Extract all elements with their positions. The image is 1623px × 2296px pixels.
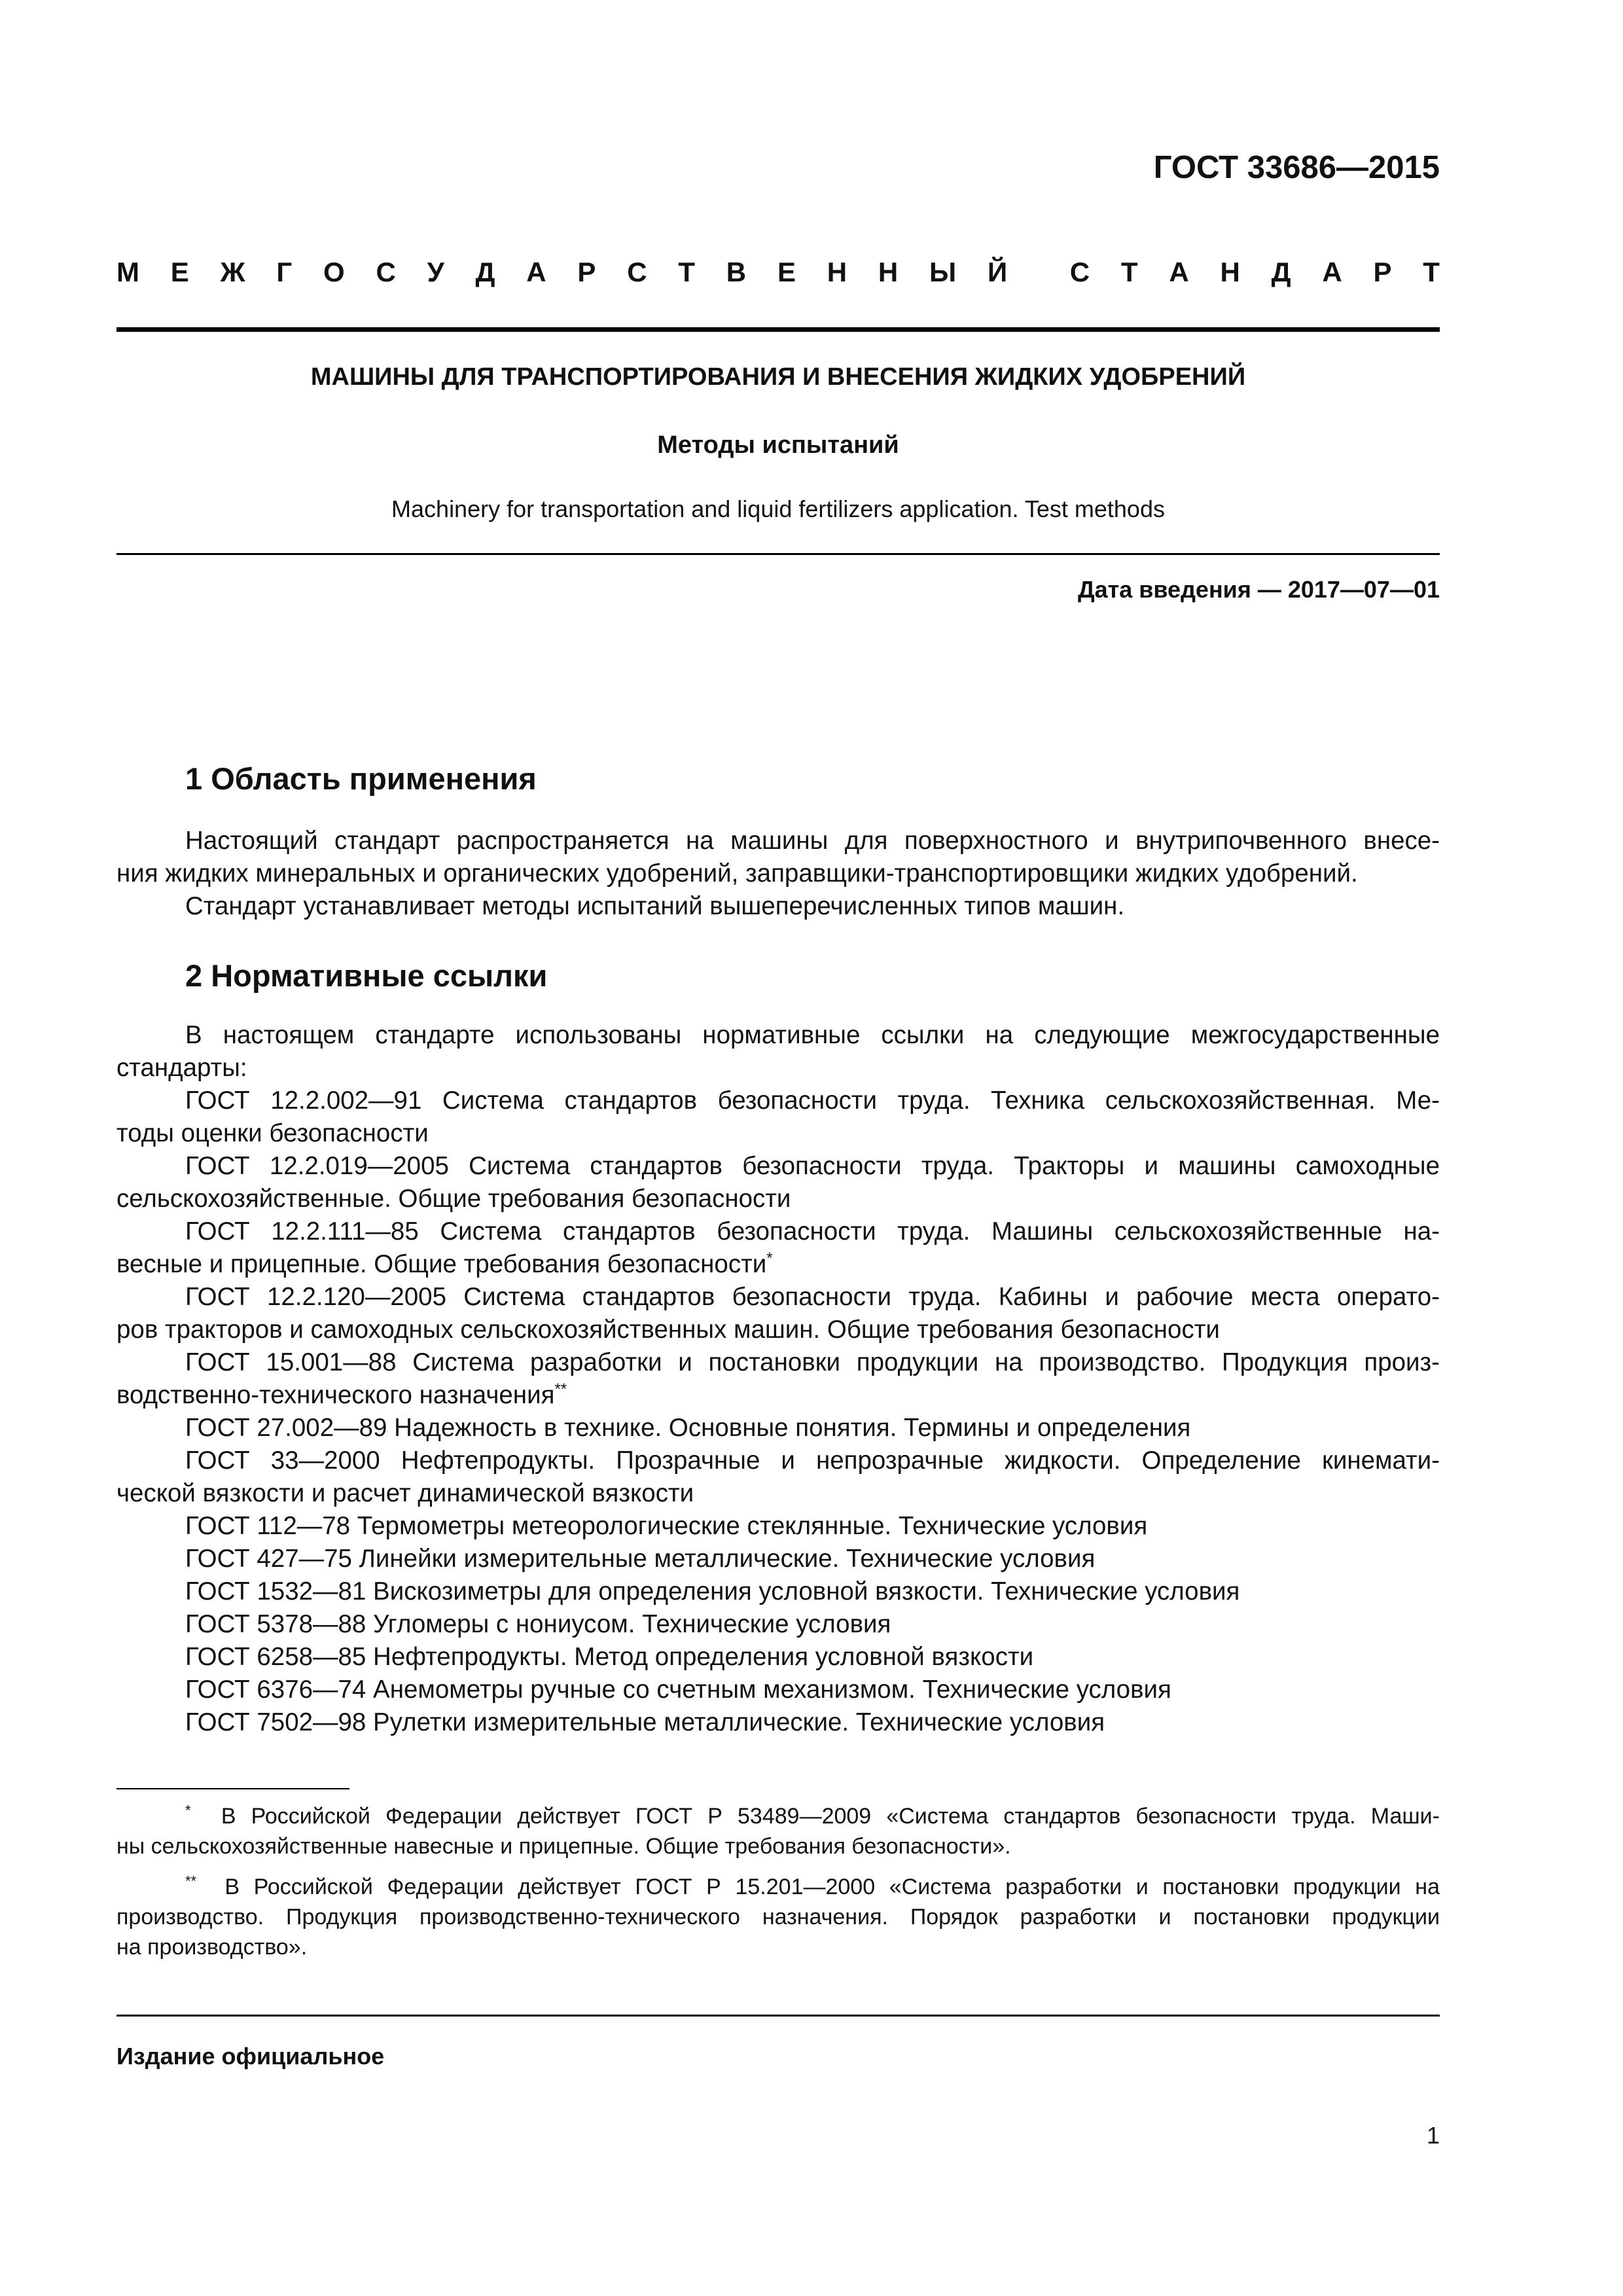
letter: Т xyxy=(1120,257,1138,287)
page-number: 1 xyxy=(1426,2122,1440,2149)
reference-line: ГОСТ 12.2.019—2005 Система стандартов безопасности труда. Тракторы и машины самоходные xyxy=(185,1152,1440,1180)
letter: Н xyxy=(1220,257,1240,287)
text-line: В настоящем стандарте использованы нормативные ссылки на следующие межгосударственные xyxy=(185,1021,1440,1049)
reference-line: ГОСТ 12.2.120—2005 Система стандартов безопасности труда. Кабины и рабочие места операто- xyxy=(185,1283,1440,1311)
letter: Ж xyxy=(220,257,245,287)
reference-line: ГОСТ 6376—74 Анемометры ручные со счетным механизмом. Технические условия xyxy=(185,1676,1171,1704)
letter: Н xyxy=(878,257,899,287)
footnote-line: производство. Продукция производственно-технического назначения. Порядок разработки и постановки продукции xyxy=(116,1905,1440,1929)
reference-line xyxy=(116,1248,1440,1281)
reference-line: ГОСТ 5378—88 Угломеры с нониусом. Технические условия xyxy=(185,1610,891,1638)
letter: С xyxy=(627,257,647,287)
reference-line: тоды оценки безопасности xyxy=(116,1119,429,1147)
footnote-text: * В Российской Федерации действует ГОСТ Р 53489—2009 «Система стандартов безопасности труда. Маши- xyxy=(185,1802,1440,1829)
letter: Т xyxy=(1423,257,1440,287)
footnote-text: ** В Российской Федерации действует ГОСТ Р 15.201—2000 «Система разработки и постановки продукции на xyxy=(185,1873,1440,1899)
standard-number: ГОСТ 33686—2015 xyxy=(1153,150,1440,185)
letter: У xyxy=(427,257,444,287)
reference-text: водственно-технического назначения xyxy=(116,1381,555,1409)
section-2-heading: 2 Нормативные ссылки xyxy=(185,958,548,993)
letter: Е xyxy=(170,257,189,287)
text-line: ния жидких минеральных и органических удобрений, заправщики-транспортировщики жидких удобрений. xyxy=(116,859,1358,888)
reference-line xyxy=(116,1379,1440,1412)
section-2-body xyxy=(116,1019,1440,1739)
section-1-body xyxy=(116,825,1440,923)
footnote-2 xyxy=(116,1872,1440,1962)
reference-text: весные и прицепные. Общие требования безопасности xyxy=(116,1250,767,1278)
introduction-date: Дата введения — 2017—07—01 xyxy=(1077,576,1440,603)
footnote-mark: * xyxy=(185,1802,191,1819)
text-line: Стандарт устанавливает методы испытаний вышеперечисленных типов машин. xyxy=(185,892,1125,920)
document-title: МАШИНЫ ДЛЯ ТРАНСПОРТИРОВАНИЯ И ВНЕСЕНИЯ ЖИДКИХ УДОБРЕНИЙ xyxy=(310,363,1246,391)
letter: Ы xyxy=(929,257,957,287)
text-line: стандарты: xyxy=(116,1054,247,1082)
letter: Т xyxy=(678,257,695,287)
reference-line: ГОСТ 12.2.002—91 Система стандартов безопасности труда. Техника сельскохозяйственная. Ме- xyxy=(185,1086,1440,1115)
title-divider xyxy=(116,553,1440,555)
letter: Р xyxy=(1373,257,1392,287)
footnote-divider xyxy=(116,1788,349,1789)
text-line: Настоящий стандарт распространяется на машины для поверхностного и внутрипочвенного внесе- xyxy=(185,827,1440,855)
letter: Г xyxy=(276,257,293,287)
footnote-line xyxy=(116,1801,1440,1831)
letter: М xyxy=(116,257,139,287)
footnote-1 xyxy=(116,1801,1440,1861)
letter: А xyxy=(526,257,546,287)
interstate-standard-heading xyxy=(116,257,1440,288)
letter: Е xyxy=(777,257,796,287)
footnote-line: ны сельскохозяйственные навесные и прицепные. Общие требования безопасности». xyxy=(116,1834,1011,1859)
reference-line: ГОСТ 112—78 Термометры метеорологические стеклянные. Технические условия xyxy=(185,1512,1148,1540)
letter: О xyxy=(323,257,345,287)
letter: Д xyxy=(475,257,495,287)
reference-line: ГОСТ 33—2000 Нефтепродукты. Прозрачные и непрозрачные жидкости. Определение кинемати- xyxy=(185,1446,1440,1475)
reference-line: сельскохозяйственные. Общие требования безопасности xyxy=(116,1185,791,1213)
letter: С xyxy=(376,257,396,287)
letter: А xyxy=(1169,257,1189,287)
letter: Й xyxy=(987,257,1008,287)
footnote-line xyxy=(116,1872,1440,1902)
reference-line: ГОСТ 27.002—89 Надежность в технике. Основные понятия. Термины и определения xyxy=(185,1414,1191,1442)
official-edition-label: Издание официальное xyxy=(116,2043,385,2070)
footer-divider xyxy=(116,2015,1440,2017)
reference-line: ГОСТ 15.001—88 Система разработки и постановки продукции на производство. Продукция произ- xyxy=(185,1348,1440,1376)
letter: А xyxy=(1322,257,1342,287)
reference-line: ров тракторов и самоходных сельскохозяйственных машин. Общие требования безопасности xyxy=(116,1316,1220,1344)
footnote-line: на производство». xyxy=(116,1935,308,1960)
footnote-mark: ** xyxy=(185,1873,197,1890)
reference-line: ГОСТ 7502—98 Рулетки измерительные металлические. Технические условия xyxy=(185,1708,1105,1736)
letter: С xyxy=(1069,257,1090,287)
footnote-mark: * xyxy=(766,1249,773,1268)
header-divider xyxy=(116,327,1440,332)
reference-line: ГОСТ 6258—85 Нефтепродукты. Метод определения условной вязкости xyxy=(185,1643,1034,1671)
letter: Н xyxy=(827,257,847,287)
reference-line: ческой вязкости и расчет динамической вязкости xyxy=(116,1479,694,1507)
footnote-mark: ** xyxy=(554,1380,567,1399)
section-1-heading: 1 Область применения xyxy=(185,761,537,796)
letter: Р xyxy=(577,257,596,287)
reference-line: ГОСТ 1532—81 Вискозиметры для определения условной вязкости. Технические условия xyxy=(185,1577,1240,1605)
letter: Д xyxy=(1271,257,1291,287)
reference-line: ГОСТ 427—75 Линейки измерительные металлические. Технические условия xyxy=(185,1545,1096,1573)
document-subtitle: Методы испытаний xyxy=(657,431,899,459)
reference-line: ГОСТ 12.2.111—85 Система стандартов безопасности труда. Машины сельскохозяйственные на- xyxy=(185,1217,1440,1246)
letter: В xyxy=(726,257,747,287)
english-title: Machinery for transportation and liquid fertilizers application. Test methods xyxy=(391,495,1165,522)
